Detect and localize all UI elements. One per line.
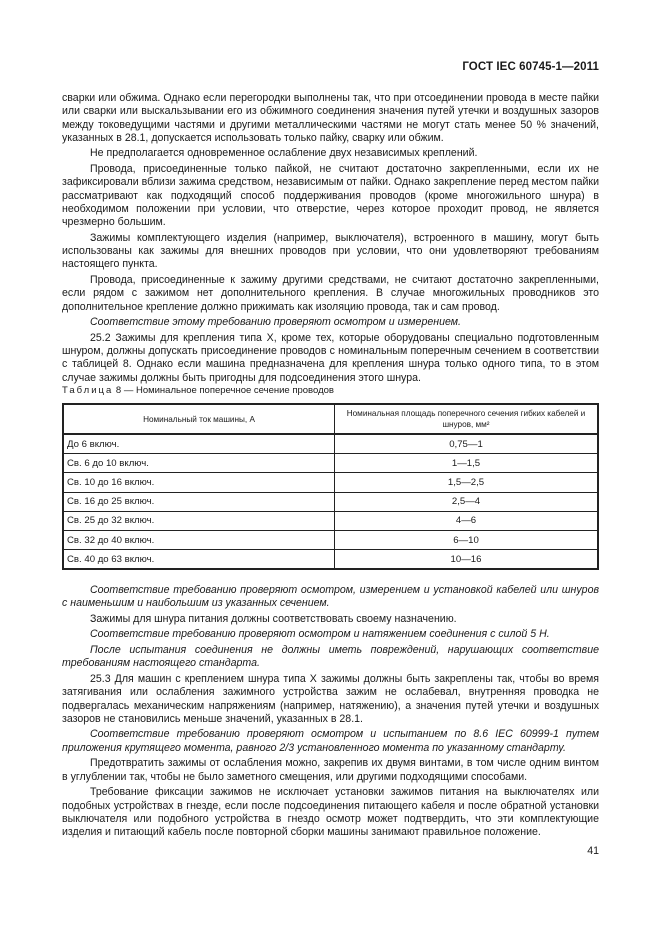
compliance-note: После испытания соединения не должны иметь повреждений, нарушающих соответствие требованиям настоящего стандарта. bbox=[62, 644, 599, 670]
table-row bbox=[63, 511, 598, 530]
paragraph: Требование фиксации зажимов не исключает установки зажимов питания на выключателях или подобных устройствах в гнезде, если после подсоединения питающего кабеля и после обратной установки выключателя или подобного устройства в гнездо осмотр может подтвердить, что эти комплектующие изделия и питающий кабель после повторной сборки машины занимают правильное положение. bbox=[62, 786, 599, 839]
cell-section: 1—1,5 bbox=[335, 454, 599, 473]
compliance-note: Соответствие этому требованию проверяют осмотром и измерением. bbox=[90, 316, 461, 329]
cell-current: Св. 40 до 63 включ. bbox=[63, 550, 335, 570]
cell-current: Св. 16 до 25 включ. bbox=[63, 492, 335, 511]
table-caption bbox=[62, 385, 334, 396]
table-row bbox=[63, 473, 598, 492]
col-header-section: Номинальная площадь поперечного сечения гибких кабелей и шнуров, мм² bbox=[335, 404, 599, 434]
table-caption-text: 8 — Номинальное поперечное сечение проводов bbox=[115, 385, 334, 396]
paragraph: сварки или обжима. Однако если перегородки выполнены так, что при отсоединении провода в месте пайки или сварки или выскальзывании его из обжимного соединения значения путей утечки и воздушных зазоров между токоведущими частями и другими металлическими частями не могут стать менее 50 % значений, указанных в 28.1, допускается использовать только пайку, сварку или обжим. bbox=[62, 92, 599, 144]
table-row bbox=[63, 550, 598, 570]
table-row bbox=[63, 530, 598, 549]
table-row bbox=[63, 434, 598, 454]
body-text-bottom bbox=[62, 584, 599, 842]
cell-current: До 6 включ. bbox=[63, 434, 335, 454]
col-header-current: Номинальный ток машины, А bbox=[63, 404, 335, 434]
compliance-note: Соответствие требованию проверяют осмотром и испытанием по 8.6 IEC 60999-1 путем приложения крутящего момента, равного 2/3 установленного момента по указанному стандарту. bbox=[62, 728, 599, 754]
cross-section-table bbox=[62, 403, 599, 570]
clause-25-3: 25.3 Для машин с креплением шнура типа X зажимы должны быть закреплены так, чтобы во время затягивания или ослабления зажимного устройства зажим не ослабевал, внутренняя проводка не подвергалась механическим напряжениям (например, натяжению), а значения путей утечки и воздушных зазоров не становились меньше значений, указанных в 28.1. bbox=[62, 672, 599, 725]
cell-section: 6—10 bbox=[335, 530, 599, 549]
standard-header: ГОСТ IEC 60745-1—2011 bbox=[462, 61, 599, 73]
paragraph: Зажимы комплектующего изделия (например, выключателя), встроенного в машину, могут быть использованы как зажимы для внешних проводов при условии, что они удовлетворяют требованиям настоящего пункта. bbox=[62, 231, 599, 271]
cell-current: Св. 6 до 10 включ. bbox=[63, 454, 335, 473]
cell-section: 4—6 bbox=[335, 511, 599, 530]
page-number: 41 bbox=[587, 845, 599, 857]
compliance-note: Соответствие требованию проверяют осмотром и натяжением соединения с силой 5 Н. bbox=[90, 628, 550, 641]
clause-25-2: 25.2 Зажимы для крепления типа X, кроме тех, которые оборудованы специально подготовленным шнуром, должны допускать присоединение проводов с номинальным поперечным сечением в соответствии с таблицей 8. Однако если машина предназначена для крепления шнура только одного типа, то в этом случае зажимы должны быть пригодны для подсоединения этого шнура. bbox=[62, 331, 599, 384]
cell-section: 2,5—4 bbox=[335, 492, 599, 511]
compliance-note: Соответствие требованию проверяют осмотром, измерением и установкой кабелей или шнуров с наименьшим и наибольшим из указанных сечением. bbox=[62, 584, 599, 610]
cell-section: 10—16 bbox=[335, 550, 599, 570]
paragraph: Не предполагается одновременное ослабление двух независимых креплений. bbox=[90, 147, 478, 160]
paragraph: Провода, присоединенные только пайкой, не считают достаточно закрепленными, если их не зафиксировали вблизи зажима средством, независимым от пайки. Однако закрепление перед местом пайки рассматривают как подходящий способ поддерживания проводов (кроме многожильного шнура) в необходимом положении при условии, что отверстие, через которое проходит провод, не является чрезмерно большим. bbox=[62, 163, 599, 229]
table-caption-label: Таблица bbox=[62, 385, 114, 396]
table-header-row bbox=[63, 404, 598, 434]
paragraph: Зажимы для шнура питания должны соответствовать своему назначению. bbox=[90, 612, 457, 625]
body-text-top bbox=[62, 92, 599, 387]
cell-current: Св. 32 до 40 включ. bbox=[63, 530, 335, 549]
table-row bbox=[63, 492, 598, 511]
cell-section: 1,5—2,5 bbox=[335, 473, 599, 492]
cell-current: Св. 10 до 16 включ. bbox=[63, 473, 335, 492]
table-row bbox=[63, 454, 598, 473]
cell-section: 0,75—1 bbox=[335, 434, 599, 454]
cell-current: Св. 25 до 32 включ. bbox=[63, 511, 335, 530]
paragraph: Провода, присоединенные к зажиму другими средствами, не считают достаточно закрепленными, если рядом с зажимом нет дополнительного крепления. В случае многожильных проводников это дополнительное крепление должно прижимать как изоляцию провода, так и сам провод. bbox=[62, 274, 599, 313]
paragraph: Предотвратить зажимы от ослабления можно, закрепив их двумя винтами, в том числе одним винтом в углублении так, чтобы не было заметного смещения, или другими подходящими способами. bbox=[62, 757, 599, 783]
